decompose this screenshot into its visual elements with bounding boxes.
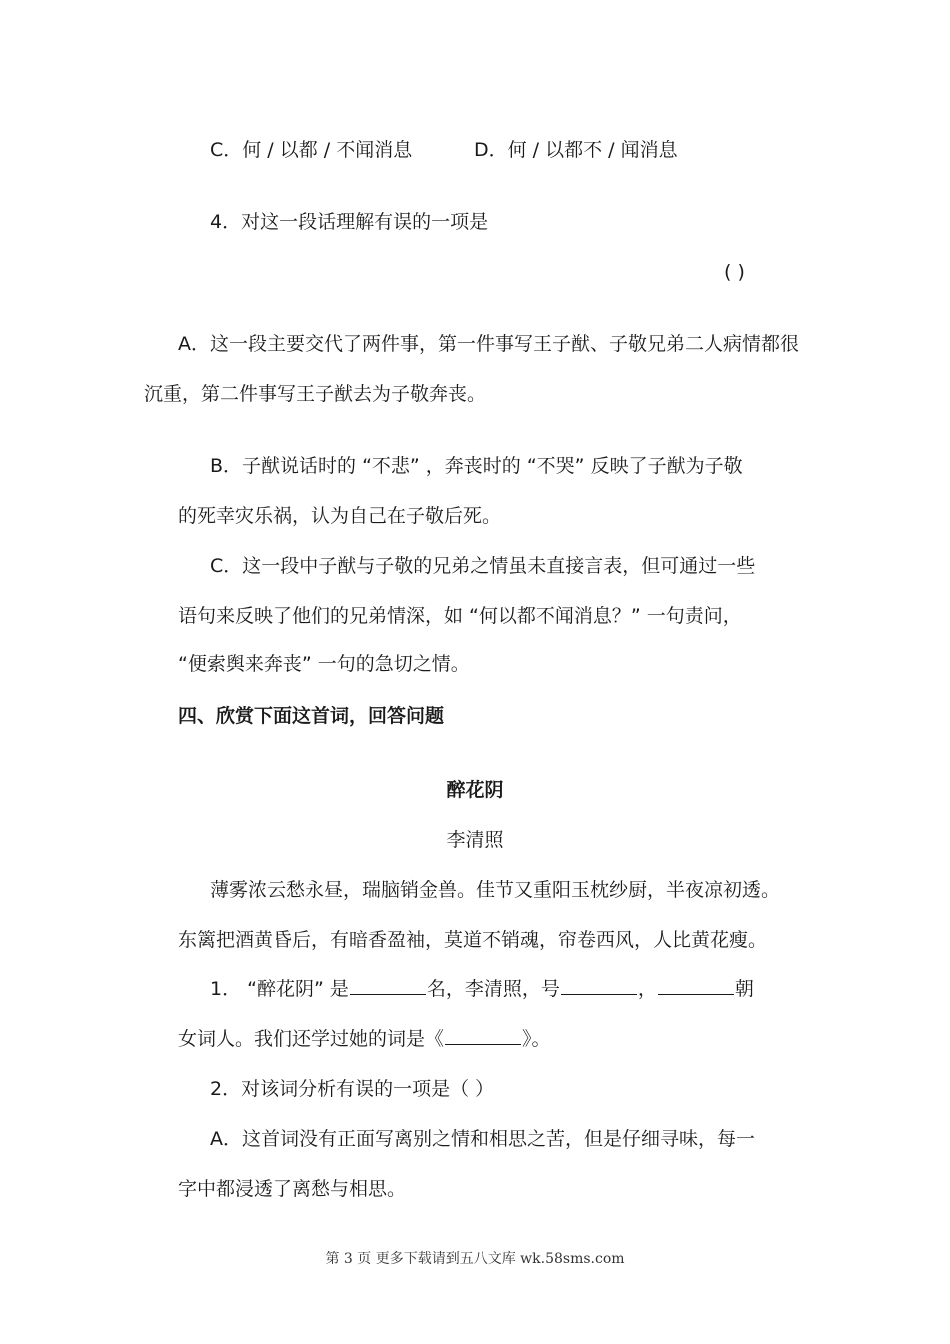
q1-blank-3[interactable]: [658, 976, 734, 995]
poem-author: 李清照: [446, 829, 504, 851]
q4-option-b-line1: B．子猷说话时的 “不悲” ，奔丧时的 “不哭” 反映了子猷为子敬: [210, 455, 743, 477]
q2-option-a-line1: A．这首词没有正面写离别之情和相思之苦，但是仔细寻味，每一: [210, 1128, 755, 1150]
q1-text-part1: 1． “醉花阴” 是: [210, 978, 349, 1000]
q4-option-c-line3: “便索舆来奔丧” 一句的急切之情。: [178, 653, 470, 675]
poem-title: 醉花阴: [446, 779, 504, 801]
q1-text-part2: 名，李清照，号: [426, 978, 560, 1000]
q3-option-c: C．何 / 以都 / 不闻消息: [210, 139, 413, 161]
q1-blank-2[interactable]: [561, 976, 637, 995]
q4-option-a-line2: 沉重，第二件事写王子猷去为子敬奔丧。: [144, 383, 487, 405]
q4-option-b-line2: 的死幸灾乐祸，认为自己在子敬后死。: [178, 505, 502, 527]
q1-text-part4: 朝: [734, 978, 754, 1000]
q1-blank-4[interactable]: [445, 1026, 521, 1045]
poem-line-2: 东篱把酒黄昏后，有暗香盈袖，莫道不销魂，帘卷西风，人比黄花瘦。: [178, 929, 768, 951]
poem-line-1: 薄雾浓云愁永昼，瑞脑销金兽。佳节又重阳玉枕纱厨，半夜凉初透。: [210, 879, 781, 901]
q1-line2-text-part2: 》。: [522, 1028, 551, 1050]
q1-text-part3: ，: [637, 978, 657, 1000]
q1-blank-1[interactable]: [350, 976, 426, 995]
q4-option-c-line2: 语句来反映了他们的兄弟情深，如 “何以都不闻消息？” 一句责问，: [178, 605, 742, 627]
q4-option-a-line1: A．这一段主要交代了两件事，第一件事写王子猷、子敬兄弟二人病情都很: [178, 333, 799, 355]
q1-line2-text-part1: 女词人。我们还学过她的词是《: [178, 1028, 445, 1050]
q4-answer-paren: ( ): [724, 261, 745, 283]
q2-stem: 2．对该词分析有误的一项是（ ）: [210, 1078, 495, 1100]
section4-heading: 四、欣赏下面这首词，回答问题: [178, 705, 445, 727]
q1-line-2: [178, 1026, 551, 1052]
page-footer: 第 3 页 更多下载请到五八文库 wk.58sms.com: [325, 1251, 625, 1267]
q4-option-c-line1: C．这一段中子猷与子敬的兄弟之情虽未直接言表，但可通过一些: [210, 555, 756, 577]
q2-option-a-line2: 字中都浸透了离愁与相思。: [178, 1178, 407, 1200]
q1-line-1: [210, 976, 754, 1002]
q3-option-d: D．何 / 以都不 / 闻消息: [474, 139, 678, 161]
q4-stem: 4．对这一段话理解有误的一项是: [210, 211, 489, 233]
